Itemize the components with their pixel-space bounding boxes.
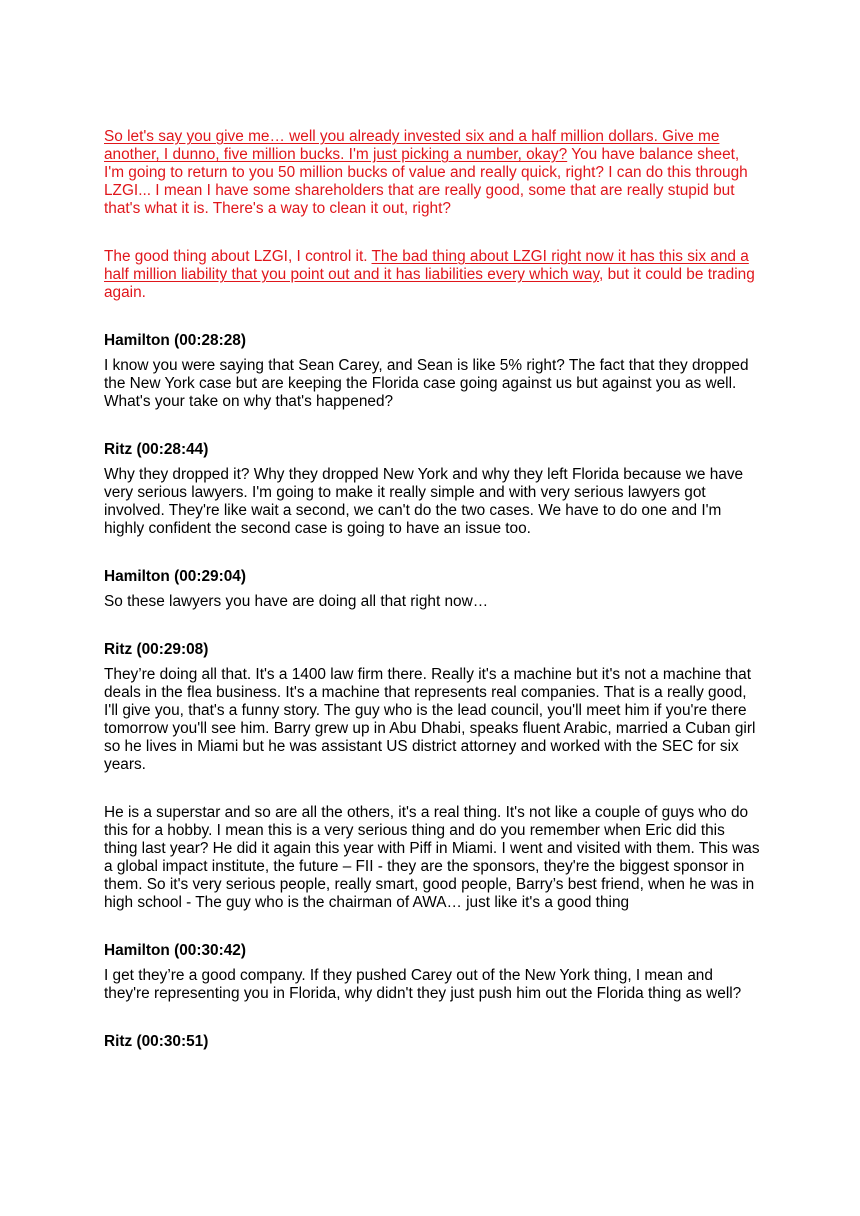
speaker-heading: Hamilton (00:29:04)	[104, 568, 246, 585]
speaker-heading: Hamilton (00:28:28)	[104, 332, 246, 349]
transcript-paragraph: Why they dropped it? Why they dropped New York and why they left Florida because we have very serious lawyers. I'm going to make it really simple and with very serious lawyers got involved. They're like wait a second, we can't do the two cases. We have to do one and I'm highly confident the second case is going to have an issue too.	[104, 466, 744, 537]
underlined-text: So let's say you give me… well you already invested six and a half million dollars. Give me another, I dunno, five million bucks. I'm just picking a number, okay?	[104, 128, 720, 163]
highlighted-paragraph	[104, 128, 760, 218]
speaker-heading: Ritz (00:29:08)	[104, 641, 209, 658]
speaker-heading: Ritz (00:28:44)	[104, 441, 209, 458]
highlighted-paragraph	[104, 248, 760, 302]
paragraph-text: , but it could be trading again.	[104, 266, 755, 301]
transcript-page	[104, 128, 760, 1058]
paragraph-text: You have balance sheet, I'm going to return to you 50 million bucks of value and really quick, right? I can do this through LZGI... I mean I have some shareholders that are really good, some that are really stupid but that's what it is. There's a way to clean it out, right?	[104, 146, 748, 217]
speaker-heading: Hamilton (00:30:42)	[104, 942, 246, 959]
transcript-paragraph: So these lawyers you have are doing all that right now…	[104, 593, 489, 610]
speaker-heading: Ritz (00:30:51)	[104, 1033, 209, 1050]
transcript-paragraph: I know you were saying that Sean Carey, and Sean is like 5% right? The fact that they dropped the New York case but are keeping the Florida case going against us but against you as well. What's your take on why that's happened?	[104, 357, 749, 410]
transcript-paragraph: I get they’re a good company. If they pushed Carey out of the New York thing, I mean and they're representing you in Florida, why didn't they just push him out the Florida thing as well?	[104, 967, 742, 1002]
paragraph-text: The good thing about LZGI, I control it.	[104, 248, 372, 265]
transcript-paragraph: They’re doing all that. It's a 1400 law firm there. Really it's a machine but it's not a machine that deals in the flea business. It's a machine that represents real companies. That is a really good, I'll give you, that's a funny story. The guy who is the lead council, you'll meet him if you're there tomorrow you'll see him. Barry grew up in Abu Dhabi, speaks fluent Arabic, married a Cuban girl so he lives in Miami but he was assistant US district attorney and worked with the SEC for six years.	[104, 666, 756, 773]
underlined-text: The bad thing about LZGI right now it has this six and a half million liability that you point out and it has liabilities every which way	[104, 248, 749, 283]
transcript-paragraph: He is a superstar and so are all the others, it's a real thing. It's not like a couple of guys who do this for a hobby. I mean this is a very serious thing and do you remember when Eric did this thing last year? He did it again this year with Piff in Miami. I went and visited with them. This was a global impact institute, the future – FII - they are the sponsors, they're the biggest sponsor in them. So it's very serious people, really smart, good people, Barry’s best friend, when he was in high school - The guy who is the chairman of AWA… just like it's a good thing	[104, 804, 760, 911]
